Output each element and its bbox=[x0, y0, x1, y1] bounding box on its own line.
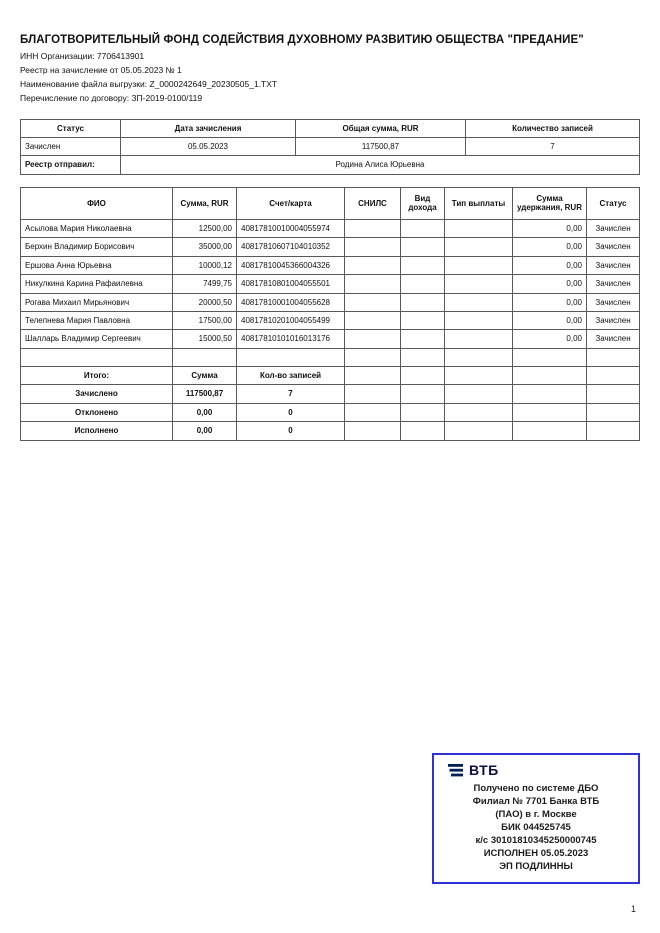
totals-count-header: Кол-во записей bbox=[237, 366, 345, 384]
payment-type-cell bbox=[445, 238, 513, 256]
column-header-status: Статус bbox=[21, 119, 121, 137]
empty-cell bbox=[237, 348, 345, 366]
payment-type-cell bbox=[445, 275, 513, 293]
payments-header-row bbox=[21, 187, 640, 219]
table-row bbox=[21, 219, 640, 237]
sum-cell: 12500,00 bbox=[173, 219, 237, 237]
empty-cell bbox=[587, 366, 640, 384]
vtb-flag-icon bbox=[448, 764, 464, 777]
fio-cell: Рогава Михаил Мирьянович bbox=[21, 293, 173, 311]
snils-cell bbox=[345, 219, 401, 237]
totals-label: Итого: bbox=[21, 366, 173, 384]
income-type-cell bbox=[401, 238, 445, 256]
totals-row-label: Исполнено bbox=[21, 422, 173, 440]
snils-cell bbox=[345, 238, 401, 256]
account-cell: 40817810201004055499 bbox=[237, 311, 345, 329]
income-type-cell bbox=[401, 330, 445, 348]
withhold-cell: 0,00 bbox=[513, 275, 587, 293]
sender-label: Реестр отправил: bbox=[21, 156, 121, 174]
summary-value-row bbox=[21, 138, 640, 156]
empty-row bbox=[21, 348, 640, 366]
sum-cell: 15000,50 bbox=[173, 330, 237, 348]
snils-cell bbox=[345, 256, 401, 274]
fio-cell: Никулкина Карина Рафаилевна bbox=[21, 275, 173, 293]
empty-cell bbox=[587, 422, 640, 440]
withhold-cell: 0,00 bbox=[513, 256, 587, 274]
registry-summary-table bbox=[20, 119, 640, 175]
column-header-total-sum: Общая сумма, RUR bbox=[296, 119, 466, 137]
fio-cell: Берхин Владимир Борисович bbox=[21, 238, 173, 256]
empty-cell bbox=[587, 385, 640, 403]
column-header-income-type: Вид дохода bbox=[401, 187, 445, 219]
stamp-line-signature: ЭП ПОДЛИННЫ bbox=[499, 861, 573, 872]
column-header-sum: Сумма, RUR bbox=[173, 187, 237, 219]
empty-cell bbox=[513, 385, 587, 403]
sum-cell: 10000,12 bbox=[173, 256, 237, 274]
withhold-cell: 0,00 bbox=[513, 330, 587, 348]
empty-cell bbox=[21, 348, 173, 366]
column-header-account: Счет/карта bbox=[237, 187, 345, 219]
totals-row-count: 7 bbox=[237, 385, 345, 403]
totals-row-label: Отклонено bbox=[21, 403, 173, 421]
totals-row-count: 0 bbox=[237, 403, 345, 421]
income-type-cell bbox=[401, 219, 445, 237]
table-row bbox=[21, 256, 640, 274]
account-cell: 40817810607104010352 bbox=[237, 238, 345, 256]
empty-cell bbox=[401, 348, 445, 366]
empty-cell bbox=[445, 366, 513, 384]
empty-cell bbox=[345, 385, 401, 403]
empty-cell bbox=[587, 348, 640, 366]
payments-table bbox=[20, 187, 640, 441]
table-row bbox=[21, 275, 640, 293]
sum-cell: 7499,75 bbox=[173, 275, 237, 293]
empty-cell bbox=[345, 348, 401, 366]
empty-cell bbox=[401, 403, 445, 421]
totals-row-sum: 117500,87 bbox=[173, 385, 237, 403]
column-header-snils: СНИЛС bbox=[345, 187, 401, 219]
snils-cell bbox=[345, 293, 401, 311]
date-value: 05.05.2023 bbox=[121, 138, 296, 156]
document-page bbox=[0, 0, 660, 441]
status-cell: Зачислен bbox=[587, 256, 640, 274]
column-header-fio: ФИО bbox=[21, 187, 173, 219]
withhold-cell: 0,00 bbox=[513, 311, 587, 329]
status-cell: Зачислен bbox=[587, 238, 640, 256]
sender-row bbox=[21, 156, 640, 174]
empty-cell bbox=[445, 403, 513, 421]
column-header-date: Дата зачисления bbox=[121, 119, 296, 137]
stamp-text-block bbox=[440, 782, 632, 873]
stamp-line-executed: ИСПОЛНЕН 05.05.2023 bbox=[483, 848, 589, 859]
income-type-cell bbox=[401, 311, 445, 329]
account-cell: 40817810010004055974 bbox=[237, 219, 345, 237]
payment-type-cell bbox=[445, 311, 513, 329]
withhold-cell: 0,00 bbox=[513, 293, 587, 311]
status-cell: Зачислен bbox=[587, 219, 640, 237]
empty-cell bbox=[445, 348, 513, 366]
stamp-line-bik: БИК 044525745 bbox=[501, 822, 571, 833]
empty-cell bbox=[513, 366, 587, 384]
sender-name: Родина Алиса Юрьевна bbox=[121, 156, 640, 174]
fio-cell: Шалларь Владимир Сергеевич bbox=[21, 330, 173, 348]
payment-type-cell bbox=[445, 256, 513, 274]
income-type-cell bbox=[401, 275, 445, 293]
table-row bbox=[21, 311, 640, 329]
table-row bbox=[21, 293, 640, 311]
table-row bbox=[21, 238, 640, 256]
table-row bbox=[21, 330, 640, 348]
withhold-cell: 0,00 bbox=[513, 219, 587, 237]
payment-type-cell bbox=[445, 219, 513, 237]
totals-row-rejected bbox=[21, 403, 640, 421]
status-value: Зачислен bbox=[21, 138, 121, 156]
income-type-cell bbox=[401, 256, 445, 274]
empty-cell bbox=[513, 422, 587, 440]
snils-cell bbox=[345, 275, 401, 293]
total-sum-value: 117500,87 bbox=[296, 138, 466, 156]
column-header-payment-type: Тип выплаты bbox=[445, 187, 513, 219]
totals-row-credited bbox=[21, 385, 640, 403]
column-header-status: Статус bbox=[587, 187, 640, 219]
totals-header-row bbox=[21, 366, 640, 384]
page-number: 1 bbox=[630, 904, 636, 914]
column-header-record-count: Количество записей bbox=[466, 119, 640, 137]
record-count-value: 7 bbox=[466, 138, 640, 156]
account-cell: 40817810801004055501 bbox=[237, 275, 345, 293]
empty-cell bbox=[401, 385, 445, 403]
totals-row-label: Зачислено bbox=[21, 385, 173, 403]
empty-cell bbox=[345, 366, 401, 384]
totals-row-count: 0 bbox=[237, 422, 345, 440]
status-cell: Зачислен bbox=[587, 311, 640, 329]
sum-cell: 20000,50 bbox=[173, 293, 237, 311]
status-cell: Зачислен bbox=[587, 330, 640, 348]
empty-cell bbox=[345, 403, 401, 421]
status-cell: Зачислен bbox=[587, 293, 640, 311]
org-inn-line: ИНН Организации: 7706413901 bbox=[20, 51, 145, 61]
income-type-cell bbox=[401, 293, 445, 311]
empty-cell bbox=[587, 403, 640, 421]
empty-cell bbox=[173, 348, 237, 366]
vtb-logo-text: ВТБ bbox=[469, 762, 499, 778]
empty-cell bbox=[445, 422, 513, 440]
payment-type-cell bbox=[445, 293, 513, 311]
empty-cell bbox=[345, 422, 401, 440]
contract-line: Перечисление по договору: ЗП-2019-0100/119 bbox=[20, 92, 203, 103]
totals-row-sum: 0,00 bbox=[173, 403, 237, 421]
account-cell: 40817810001004055628 bbox=[237, 293, 345, 311]
sum-cell: 35000,00 bbox=[173, 238, 237, 256]
snils-cell bbox=[345, 330, 401, 348]
stamp-line-branch: Филиал № 7701 Банка ВТБ bbox=[472, 796, 600, 807]
vtb-logo bbox=[448, 762, 632, 778]
totals-row-executed bbox=[21, 422, 640, 440]
registry-line: Реестр на зачисление от 05.05.2023 № 1 bbox=[20, 64, 182, 75]
document-meta bbox=[20, 51, 640, 105]
account-cell: 40817810045366004326 bbox=[237, 256, 345, 274]
withhold-cell: 0,00 bbox=[513, 238, 587, 256]
empty-cell bbox=[445, 385, 513, 403]
status-cell: Зачислен bbox=[587, 275, 640, 293]
stamp-line-city: (ПАО) в г. Москве bbox=[495, 809, 577, 820]
column-header-withhold-sum: Сумма удержания, RUR bbox=[513, 187, 587, 219]
stamp-line-corr-account: к/с 30101810345250000745 bbox=[475, 835, 597, 846]
fio-cell: Телепнева Мария Павловна bbox=[21, 311, 173, 329]
fio-cell: Асылова Мария Николаевна bbox=[21, 219, 173, 237]
sum-cell: 17500,00 bbox=[173, 311, 237, 329]
account-cell: 40817810101016013176 bbox=[237, 330, 345, 348]
payment-type-cell bbox=[445, 330, 513, 348]
totals-sum-header: Сумма bbox=[173, 366, 237, 384]
summary-header-row bbox=[21, 119, 640, 137]
empty-cell bbox=[401, 422, 445, 440]
document-title: БЛАГОТВОРИТЕЛЬНЫЙ ФОНД СОДЕЙСТВИЯ ДУХОВНОМУ РАЗВИТИЮ ОБЩЕСТВА "ПРЕДАНИЕ" bbox=[20, 34, 584, 46]
snils-cell bbox=[345, 311, 401, 329]
empty-cell bbox=[513, 348, 587, 366]
totals-row-sum: 0,00 bbox=[173, 422, 237, 440]
fio-cell: Ершова Анна Юрьевна bbox=[21, 256, 173, 274]
empty-cell bbox=[401, 366, 445, 384]
file-name-line: Наименование файла выгрузки: Z_0000242649_20230505_1.TXT bbox=[20, 78, 278, 89]
bank-stamp bbox=[432, 753, 640, 884]
empty-cell bbox=[513, 403, 587, 421]
stamp-line-received: Получено по системе ДБО bbox=[473, 783, 599, 794]
